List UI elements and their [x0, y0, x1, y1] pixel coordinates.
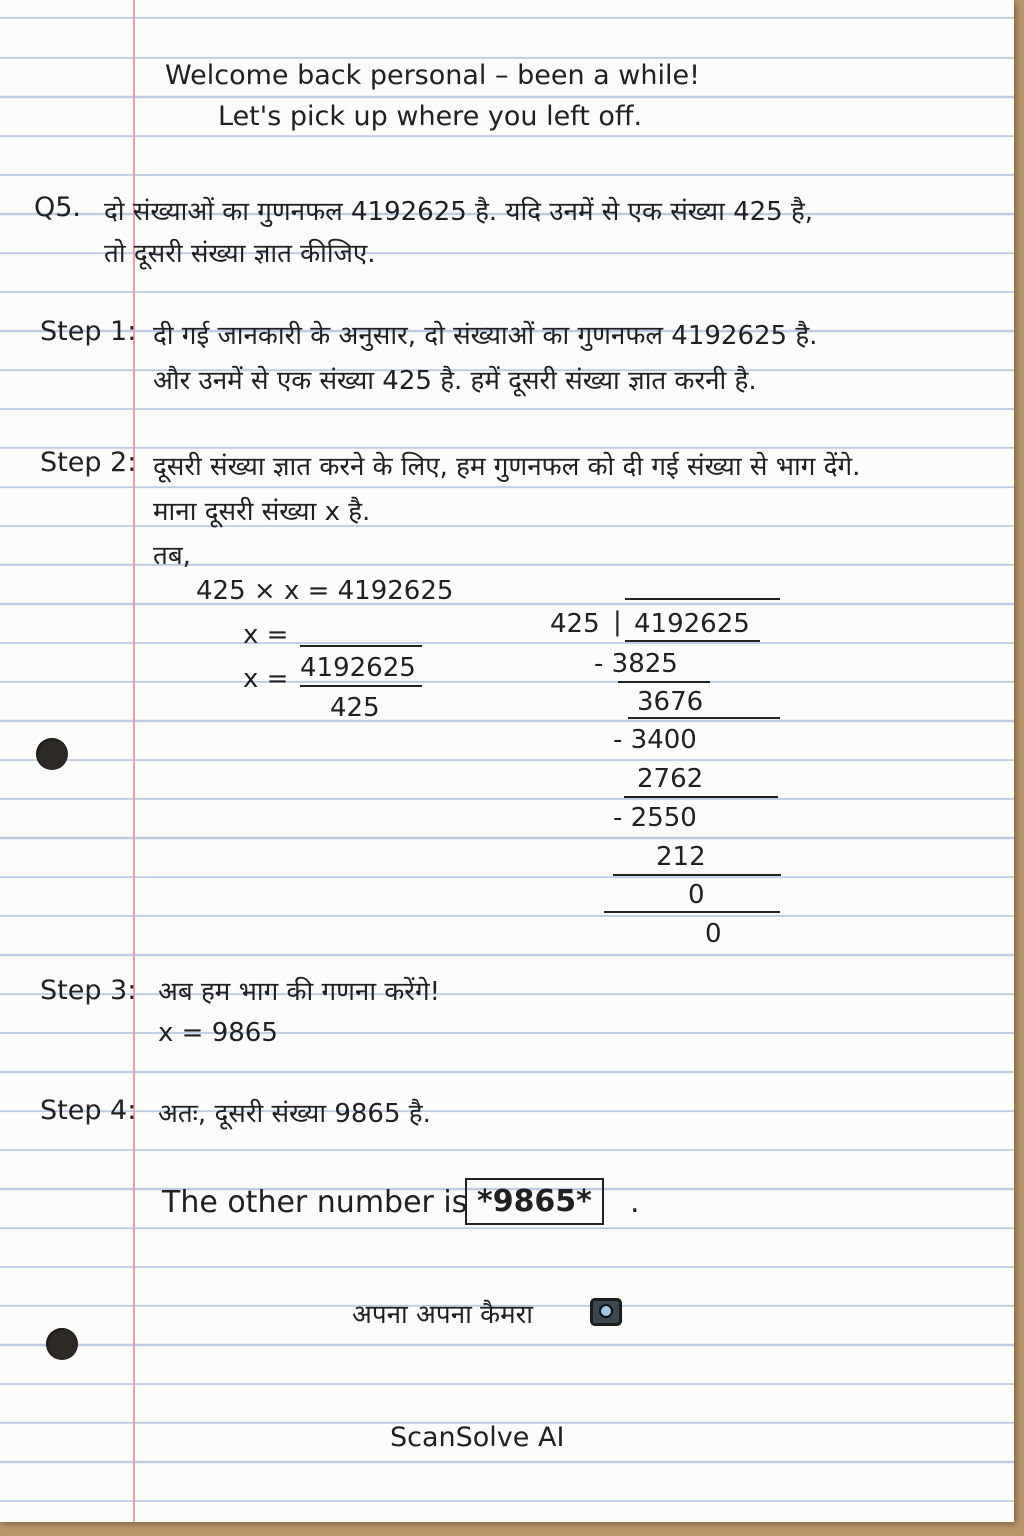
step-2-line-3: तब,: [153, 541, 191, 571]
division-row: 212: [656, 842, 706, 872]
division-dividend: 4192625: [634, 609, 750, 639]
conclusion-period: .: [630, 1185, 640, 1220]
punch-hole: [46, 1328, 78, 1360]
greeting-line-2: Let's pick up where you left off.: [218, 101, 643, 132]
step-2-line-1: दूसरी संख्या ज्ञात करने के लिए, हम गुणनफल को दी गई संख्या से भाग देंगे.: [153, 452, 861, 482]
division-rule: [613, 874, 781, 876]
division-rule: [618, 681, 710, 683]
greeting-line-1: Welcome back personal – been a while!: [165, 60, 700, 91]
step-3-result: x = 9865: [158, 1018, 278, 1048]
division-row: 2762: [637, 764, 704, 794]
division-rule: [628, 717, 780, 719]
equation-x-lhs: x =: [243, 664, 289, 694]
fraction-numerator: 4192625: [300, 653, 416, 683]
question-line-1: दो संख्याओं का गुणनफल 4192625 है. यदि उनमें से एक संख्या 425 है,: [104, 197, 814, 227]
step-3-line-1: अब हम भाग की गणना करेंगे!: [158, 977, 441, 1007]
division-top-bar: [625, 598, 780, 600]
step-4-label: Step 4:: [40, 1095, 137, 1126]
division-row: - 3825: [594, 649, 678, 679]
step-1-label: Step 1:: [40, 316, 137, 347]
question-label: Q5.: [34, 192, 82, 223]
fraction-denominator: 425: [330, 693, 380, 723]
camera-icon: [590, 1298, 622, 1326]
fraction-bar: [300, 685, 422, 687]
division-row: 3676: [637, 687, 704, 717]
question-line-2: तो दूसरी संख्या ज्ञात कीजिए.: [104, 239, 376, 269]
equation-product: 425 × x = 4192625: [196, 576, 454, 606]
division-rule: [604, 911, 780, 913]
division-rule: [625, 640, 760, 642]
equation-x-blank-lhs: x =: [243, 620, 289, 650]
step-2-label: Step 2:: [40, 447, 137, 478]
brand-name: ScanSolve AI: [390, 1422, 565, 1453]
division-row: - 2550: [613, 803, 697, 833]
step-3-label: Step 3:: [40, 975, 137, 1006]
step-1-line-1: दी गई जानकारी के अनुसार, दो संख्याओं का गुणनफल 4192625 है.: [153, 321, 818, 351]
step-1-line-2: और उनमें से एक संख्या 425 है. हमें दूसरी संख्या ज्ञात करनी है.: [153, 366, 757, 396]
margin-line: [133, 0, 135, 1522]
answer-box: *9865*: [465, 1178, 604, 1225]
division-remainder: 0: [705, 919, 722, 949]
division-bracket: |: [613, 607, 622, 637]
step-2-line-2: माना दूसरी संख्या x है.: [153, 497, 371, 527]
blank-fraction-bar: [300, 645, 422, 647]
division-row: - 3400: [613, 725, 697, 755]
division-rule: [624, 796, 778, 798]
footer-tagline: अपना अपना कैमरा: [352, 1300, 534, 1330]
punch-hole: [36, 738, 68, 770]
division-row: 0: [688, 880, 705, 910]
division-divisor: 425: [550, 609, 600, 639]
conclusion-text: The other number is: [162, 1185, 468, 1220]
step-4-line-1: अतः, दूसरी संख्या 9865 है.: [158, 1099, 431, 1129]
